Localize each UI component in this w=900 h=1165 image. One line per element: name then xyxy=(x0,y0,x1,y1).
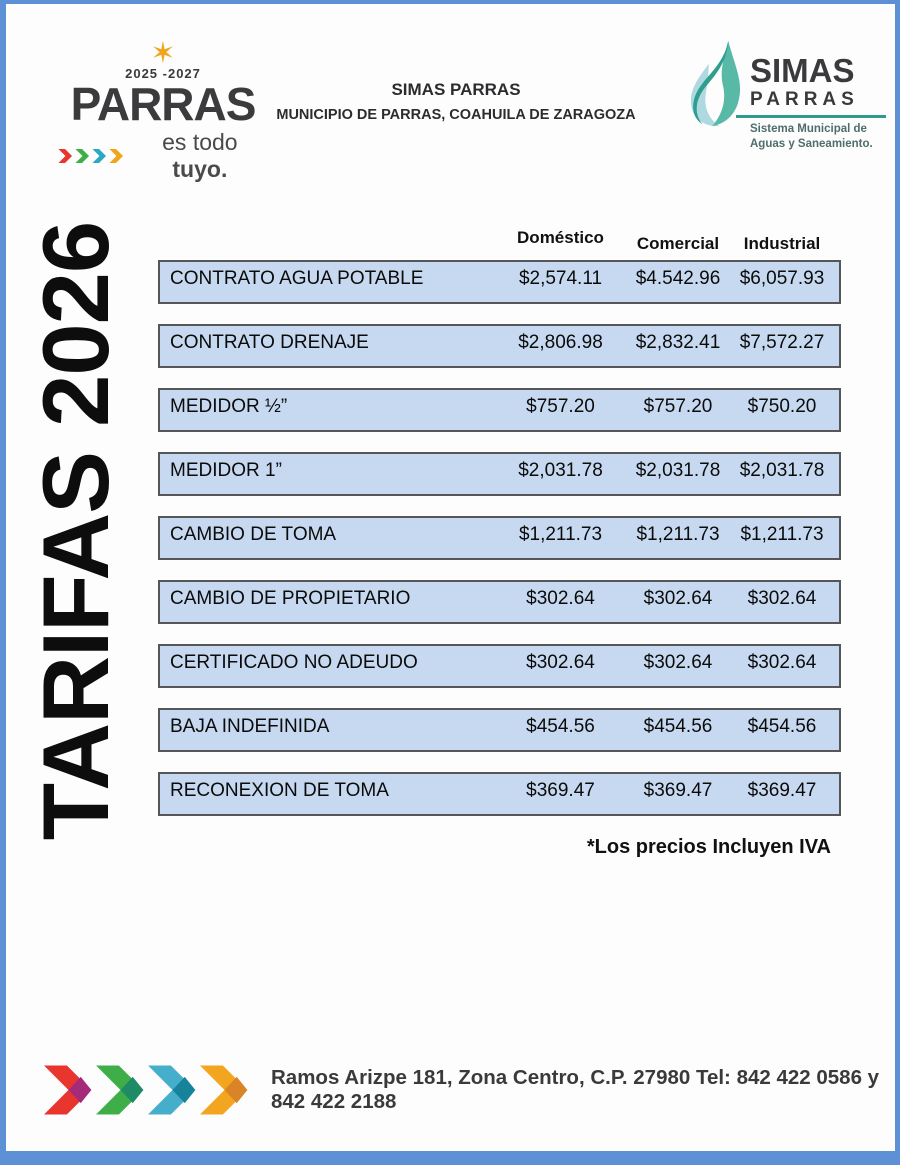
table-row xyxy=(158,324,841,368)
header-municipio: MUNICIPIO DE PARRAS, COAHUILA DE ZARAGOZA xyxy=(276,107,636,123)
tariff-label: BAJA INDEFINIDA xyxy=(170,716,330,737)
tariff-comercial: $1,211.73 xyxy=(636,524,720,545)
tariff-industrial: $302.64 xyxy=(747,588,817,609)
simas-logo-text xyxy=(750,34,886,152)
logo-tagline-text xyxy=(132,129,268,183)
tariff-domestico: $1,211.73 xyxy=(518,524,603,545)
tariff-industrial: $302.64 xyxy=(747,652,817,673)
footer-address: Ramos Arizpe 181, Zona Centro, C.P. 27980 Tel: 842 422 0586 y 842 422 2188 xyxy=(271,1066,880,1113)
table-header-row xyxy=(158,224,841,256)
column-header-domestico: Doméstico xyxy=(517,228,604,247)
tariff-industrial: $750.20 xyxy=(747,396,817,417)
bottom-blue-bar xyxy=(6,1151,895,1165)
tariff-label: MEDIDOR ½” xyxy=(170,396,288,417)
tariff-comercial: $302.64 xyxy=(643,652,713,673)
column-header-comercial: Comercial xyxy=(636,234,720,253)
tariff-comercial: $4.542.96 xyxy=(635,268,721,289)
logo-years: 2025 -2027 xyxy=(125,66,201,81)
chevron-right-icon xyxy=(109,149,124,163)
footer xyxy=(44,1064,895,1116)
simas-parras-sub: PARRAS xyxy=(750,89,859,110)
simas-tagline-line1: Sistema Municipal de xyxy=(750,123,867,135)
tariff-label: MEDIDOR 1” xyxy=(170,460,282,481)
simas-wordmark: SIMAS xyxy=(750,52,855,89)
tariff-table xyxy=(158,224,841,859)
tariff-domestico: $454.56 xyxy=(526,716,595,737)
tariff-label: CONTRATO DRENAJE xyxy=(170,332,369,353)
table-row xyxy=(158,452,841,496)
document-header-text xyxy=(236,80,676,123)
chevron-right-icon xyxy=(75,149,90,163)
tariff-domestico: $2,574.11 xyxy=(518,268,603,289)
chevron-right-icon xyxy=(44,1064,93,1116)
vertical-title-box xyxy=(20,184,132,878)
tariff-label: CERTIFICADO NO ADEUDO xyxy=(170,652,418,673)
chevron-right-icon xyxy=(96,1064,145,1116)
tariff-industrial: $6,057.93 xyxy=(739,268,825,289)
tariff-industrial: $1,211.73 xyxy=(740,524,824,545)
chevron-right-icon xyxy=(200,1064,249,1116)
simas-parras-logo xyxy=(682,34,886,152)
table-row xyxy=(158,388,841,432)
table-row xyxy=(158,644,841,688)
simas-tagline-line2: Aguas y Saneamiento. xyxy=(750,137,873,150)
table-row xyxy=(158,516,841,560)
star-icon: ✶ xyxy=(150,37,176,70)
tariff-label: CAMBIO DE PROPIETARIO xyxy=(170,588,411,609)
tariff-comercial: $369.47 xyxy=(643,780,713,801)
chevron-right-icon xyxy=(148,1064,197,1116)
header-org-name: SIMAS PARRAS xyxy=(391,80,521,99)
simas-tagline xyxy=(750,122,886,152)
tariff-domestico: $757.20 xyxy=(526,396,595,417)
tariff-domestico: $302.64 xyxy=(526,652,595,673)
tariff-industrial: $369.47 xyxy=(747,780,817,801)
tariff-comercial: $757.20 xyxy=(643,396,713,417)
tariff-comercial: $454.56 xyxy=(643,716,713,737)
tariff-domestico: $2,806.98 xyxy=(518,332,603,353)
tariff-industrial: $454.56 xyxy=(747,716,817,737)
tariff-comercial: $2,832.41 xyxy=(635,332,721,353)
tariff-comercial: $302.64 xyxy=(643,588,713,609)
tagline-prefix: es todo xyxy=(162,129,238,155)
tariff-industrial: $7,572.27 xyxy=(739,332,825,353)
water-drop-icon xyxy=(682,34,746,140)
vertical-title: TARIFAS 2026 xyxy=(23,221,128,841)
tariff-domestico: $2,031.78 xyxy=(518,460,603,481)
tariff-domestico: $369.47 xyxy=(526,780,595,801)
teal-divider xyxy=(736,115,886,118)
chevron-right-icon xyxy=(92,149,107,163)
logo-tagline xyxy=(58,129,268,183)
tariff-industrial: $2,031.78 xyxy=(739,460,825,481)
table-row xyxy=(158,580,841,624)
table-row xyxy=(158,708,841,752)
logo-parras-wordmark: PARRAS xyxy=(70,78,256,130)
tariff-comercial: $2,031.78 xyxy=(635,460,721,481)
chevron-right-icon xyxy=(58,149,73,163)
tagline-bold: tuyo. xyxy=(172,156,228,182)
table-row xyxy=(158,260,841,304)
tariff-label: CAMBIO DE TOMA xyxy=(170,524,337,545)
table-row xyxy=(158,772,841,816)
iva-footnote: *Los precios Incluyen IVA xyxy=(586,836,831,858)
tariff-domestico: $302.64 xyxy=(526,588,595,609)
tariff-label: RECONEXION DE TOMA xyxy=(170,780,389,801)
tariff-label: CONTRATO AGUA POTABLE xyxy=(170,268,424,289)
footer-chevrons xyxy=(44,1064,249,1116)
column-header-industrial: Industrial xyxy=(743,234,821,253)
